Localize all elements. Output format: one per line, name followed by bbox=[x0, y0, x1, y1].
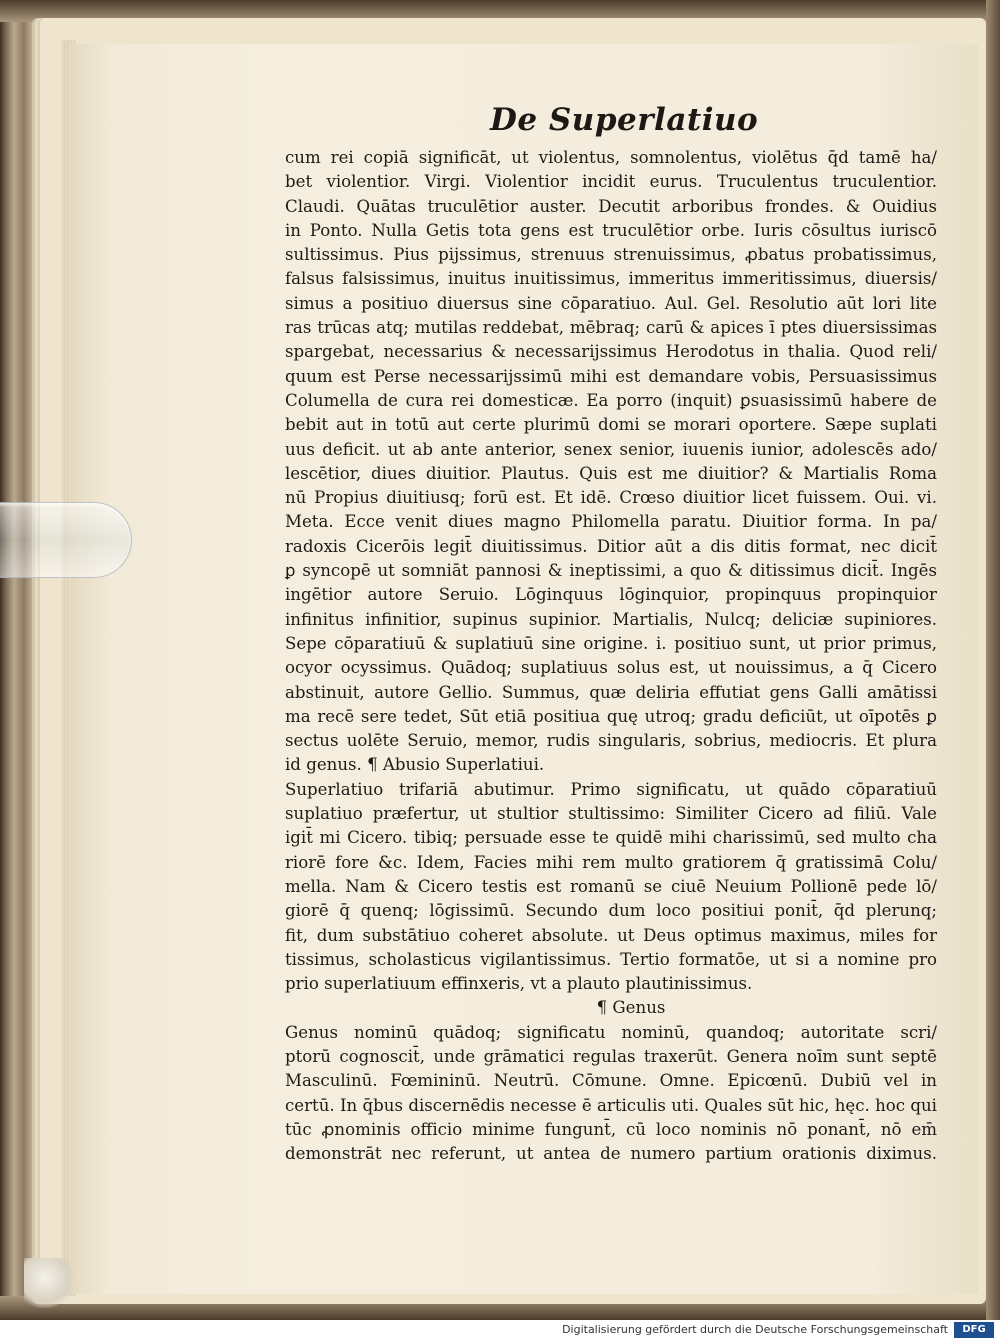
text-line: nū Propius diuitiusq; forū est. Et idē. Crœso diuitior licet fuissem. Oui. vi. bbox=[285, 488, 937, 508]
text-line: bet violentior. Virgi. Violentior incidit eurus. Truculentus truculentior. bbox=[285, 172, 937, 192]
text-line: falsus falsissimus, inuitus inuitissimus, immeritus immeritissimus, diuersis/ bbox=[285, 269, 937, 289]
dfg-logo: DFG bbox=[954, 1322, 994, 1338]
text-line: radoxis Cicerōis legit̄ diuitissimus. Ditior aūt a dis ditis format, nec dicit̄ bbox=[285, 536, 937, 556]
section-heading-genus: ¶ Genus bbox=[596, 998, 666, 1018]
text-line: tūc ꝓnominis officio minime fungunt̄, cū loco nominis nō ponant̄, nō em̄ bbox=[285, 1119, 937, 1139]
plastic-page-clip bbox=[0, 502, 132, 578]
text-line: sectus uolēte Seruio, memor, rudis singularis, sobrius, mediocris. Et plura bbox=[285, 731, 937, 751]
text-line: Genus nominū quādoq; significatu nominū, quandoq; autoritate scri/ bbox=[285, 1022, 937, 1042]
text-line: tissimus, scholasticus vigilantissimus. Tertio formatōe, ut si a nomine pro bbox=[285, 949, 937, 969]
text-line: certū. In q̄bus discernēdis necesse ē articulis uti. Quales sūt hic, hęc. hoc qui bbox=[285, 1095, 937, 1115]
text-line: Claudi. Quātas truculētior auster. Decutit arboribus frondes. & Ouidius bbox=[285, 196, 937, 216]
text-line: riorē fore &c. Idem, Facies mihi rem multo gratiorem q̄ gratissimā Colu/ bbox=[285, 852, 937, 872]
text-line: ras trūcas atq; mutilas reddebat, mēbraq; carū & apices ī ptes diuersissimas bbox=[285, 318, 937, 338]
text-line: Superlatiuo trifariā abutimur. Primo significatu, ut quādo cōparatiuū bbox=[285, 779, 937, 799]
text-line: quum est Perse necessarijssimū mihi est demandare vobis, Persuasissimus bbox=[285, 366, 937, 386]
cover-right-edge bbox=[986, 0, 1000, 1320]
text-line: mella. Nam & Cicero testis est romanū se ciuē Neuium Pollionē pede lō/ bbox=[285, 876, 937, 896]
text-line: igit̄ mi Cicero. tibiq; persuade esse te quidē mihi charissimū, sed multo cha bbox=[285, 828, 937, 848]
body-text bbox=[285, 146, 937, 1166]
text-line: demonstrāt nec referunt, ut antea de numero partium orationis diximus. bbox=[285, 1144, 937, 1164]
text-line: in Ponto. Nulla Getis tota gens est truculētior orbe. Iuris cōsultus iuriscō bbox=[285, 220, 937, 240]
text-line: simus a positiuo diuersus sine cōparatiuo. Aul. Gel. Resolutio aūt lori lite bbox=[285, 293, 937, 313]
text-line: Meta. Ecce venit diues magno Philomella paratu. Diuitior forma. In pa/ bbox=[285, 512, 937, 532]
text-line: Columella de cura rei domesticæ. Ea porro (inquit) ꝑsuasissimū habere de bbox=[285, 390, 937, 410]
text-line: abstinuit, autore Gellio. Summus, quæ deliria effutiat gens Galli amātissi bbox=[285, 682, 937, 702]
running-header: De Superlatiuo bbox=[490, 102, 759, 138]
text-line: Sepe cōparatiuū & suplatiuū sine origine. i. positiuo sunt, ut prior primus, bbox=[285, 633, 937, 653]
section-heading-abusio: id genus. ¶ Abusio Superlatiui. bbox=[285, 755, 545, 775]
text-line: ꝑ syncopē ut somniāt pannosi & ineptissimi, a quo & ditissimus dicit̄. Ingēs bbox=[285, 561, 937, 581]
text-line: ptorū cognoscit̄, unde grāmatici regulas traxerūt. Genera noīm sunt septē bbox=[285, 1046, 937, 1066]
text-line: suplatiuo præfertur, ut stultior stultissimo: Similiter Cicero ad filiū. Vale bbox=[285, 804, 937, 824]
text-line: ocyor ocyssimus. Quādoq; suplatiuus solus est, ut nouissimus, a q̄ Cicero bbox=[285, 658, 937, 678]
text-line: sultissimus. Pius pijssimus, strenuus strenuissimus, ꝓbatus probatissimus, bbox=[285, 245, 937, 265]
text-line: infinitus infinitior, supinus supinior. Martialis, Nulcq; deliciæ supiniores. bbox=[285, 609, 937, 629]
text-line: fit, dum substātiuo coheret absolute. ut Deus optimus maximus, miles for bbox=[285, 925, 937, 945]
text-line: ma recē sere tedet, Sūt etiā positiua quę utroq; gradu deficiūt, ut oīpotēs ꝑ bbox=[285, 706, 937, 726]
text-line: cum rei copiā significāt, ut violentus, somnolentus, violētus q̄d tamē ha/ bbox=[285, 148, 937, 167]
text-line: prio superlatiuum effinxeris, vt a plauto plautinissimus. bbox=[285, 974, 753, 994]
text-line: giorē q̄ quenq; lōgissimū. Secundo dum loco positiui ponit̄, q̄d plerunq; bbox=[285, 901, 937, 921]
text-line: spargebat, necessarius & necessarijssimus Herodotus in thalia. Quod reli/ bbox=[285, 342, 937, 362]
text-line: lescētior, diues diuitior. Plautus. Quis est me diuitior? & Martialis Roma bbox=[285, 463, 937, 483]
text-line: bebit aut in totū aut certe plurimū domi se morari oportere. Sæpe suplati bbox=[285, 415, 937, 435]
text-line: ingētior autore Seruio. Lōginquus lōginquior, propinquus propinquior bbox=[285, 585, 937, 605]
funding-credit: Digitalisierung gefördert durch die Deutsche Forschungsgemeinschaft bbox=[562, 1323, 948, 1336]
text-line: uus deficit. ut ab ante anterior, senex senior, iuuenis iunior, adolescēs ado/ bbox=[285, 439, 937, 459]
text-line: Masculinū. Fœmininū. Neutrū. Cōmune. Omne. Epicœnū. Dubiū vel in bbox=[285, 1071, 937, 1091]
page-damage-mark bbox=[24, 1258, 76, 1308]
footer-bar bbox=[0, 1320, 1000, 1342]
